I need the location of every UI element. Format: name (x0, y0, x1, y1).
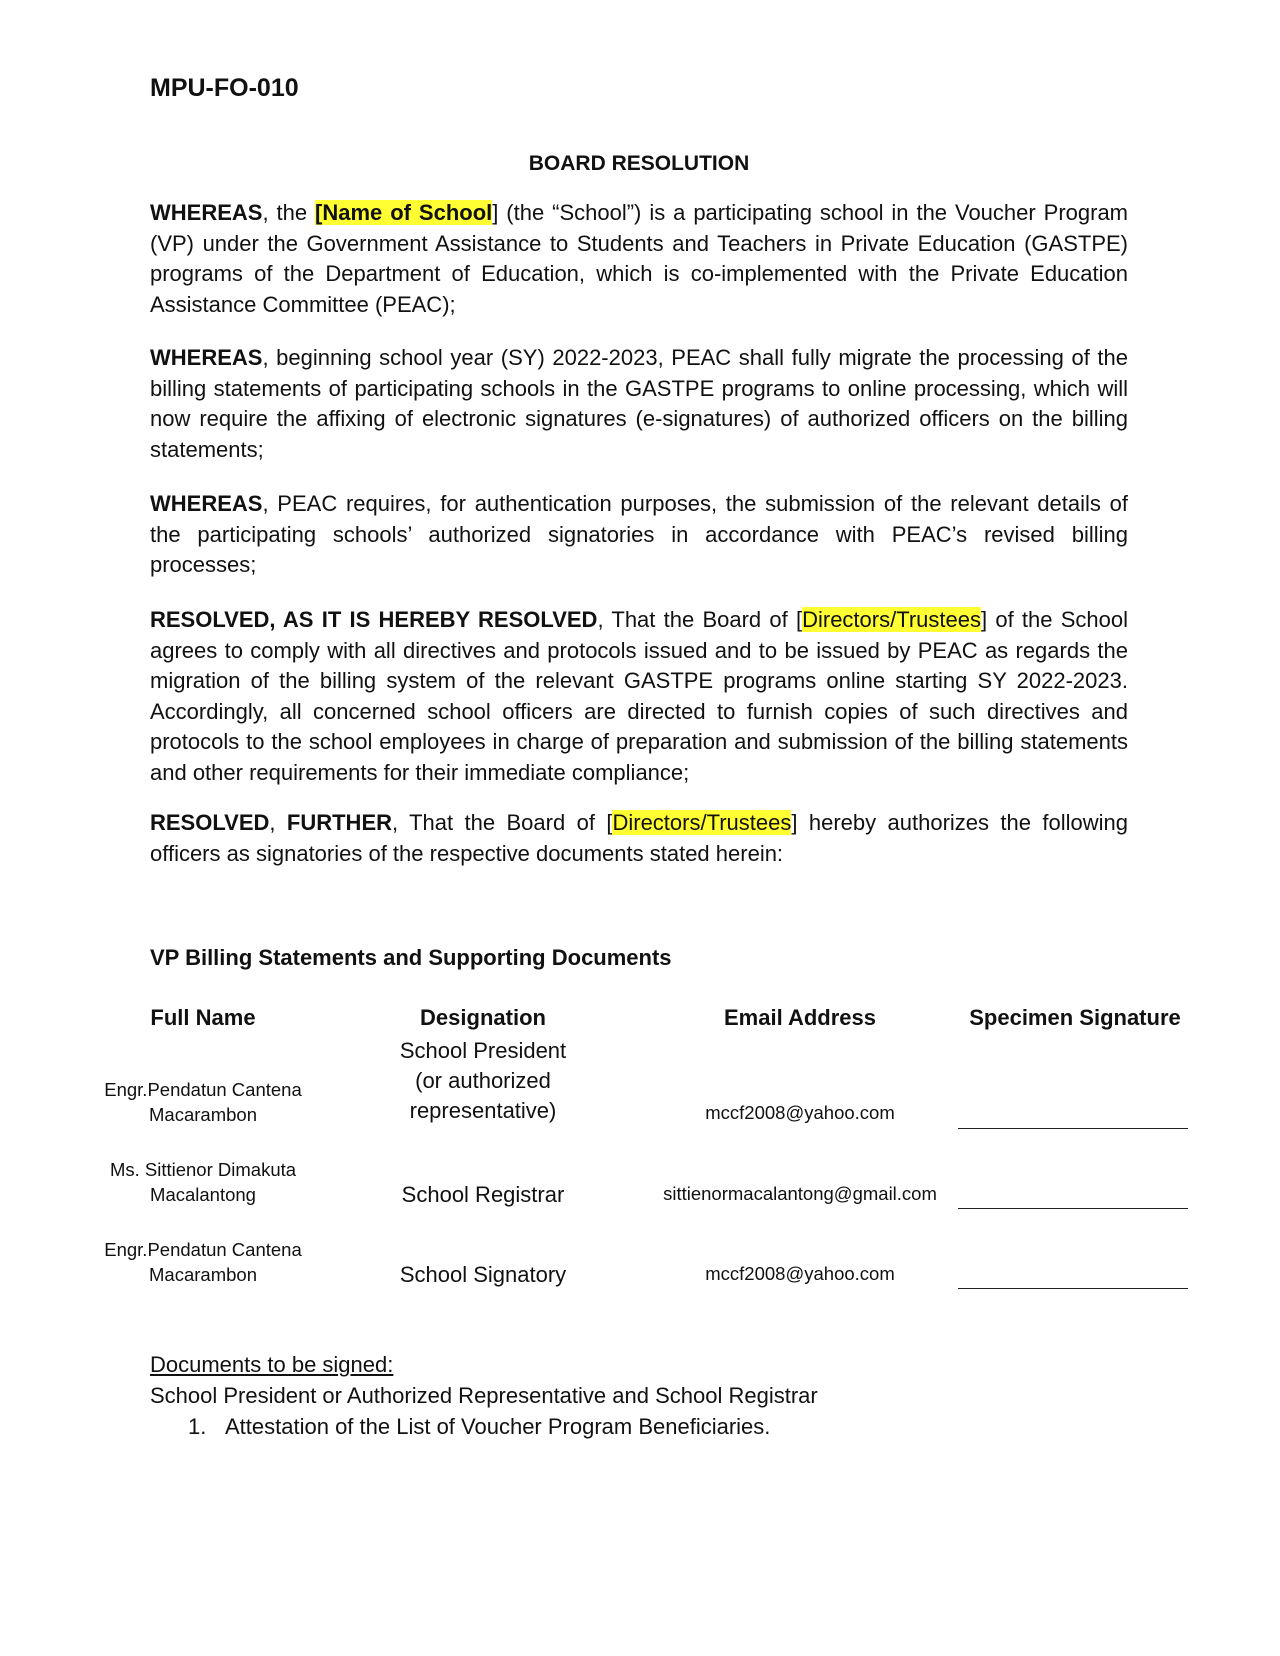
resolved-further-paragraph: RESOLVED, FURTHER, That the Board of [Directors/Trustees] hereby authorizes the following officers as signatories of the respective documents stated herein: (150, 810, 1128, 866)
whereas-paragraph-1: WHEREAS, the [Name of School] (the “School”) is a participating school in the Voucher Program (VP) under the Government Assistance to Students and Teachers in Private Education (GASTPE) programs of the Department of Education, which is co-implemented with the Private Education Assistance Committee (PEAC); (150, 200, 1129, 317)
table-row-1-email: mccf2008@yahoo.com (705, 1102, 895, 1123)
further-lead: FURTHER (286, 810, 393, 835)
whereas-lead: WHEREAS (150, 200, 263, 225)
form-code: MPU-FO-010 (150, 74, 299, 102)
table-row-3-name: Engr.Pendatun Cantena Macarambon (104, 1239, 302, 1285)
list-item-text: Attestation of the List of Voucher Program Beneficiaries. (225, 1414, 771, 1439)
whereas-lead: WHEREAS (150, 345, 263, 370)
document-title: BOARD RESOLUTION (528, 152, 750, 175)
table-row-2-email: sittienormacalantong@gmail.com (663, 1183, 937, 1204)
whereas-lead: WHEREAS (150, 491, 263, 516)
board-placeholder: Directors/Trustees (612, 810, 792, 835)
resolved-paragraph: RESOLVED, AS IT IS HEREBY RESOLVED, That the Board of [Directors/Trustees] of the School agrees to comply with all directives and protocols issued and to be issued by PEAC as regards the migration of the billing system of the relevant GASTPE programs online starting SY 2022-2023. Accordingly, all concerned school officers are directed to furnish copies of such directives and protocols to the school employees in charge of preparation and submission of the billing statements and other requirements for their immediate compliance; (150, 607, 1128, 785)
school-name-placeholder: [Name of School (315, 200, 493, 225)
table-row-3-designation: School Signatory (399, 1262, 567, 1287)
resolved-lead: RESOLVED, AS IT IS HEREBY RESOLVED (150, 607, 598, 632)
list-item-number: 1. (188, 1414, 207, 1439)
section-title: VP Billing Statements and Supporting Documents (150, 945, 672, 970)
list-item (188, 1414, 770, 1440)
table-row-1-designation: School President (or authorized representative) (399, 1038, 567, 1123)
table-row-1-name: Engr.Pendatun Cantena Macarambon (104, 1079, 302, 1125)
header-specimen-signature: Specimen Signature (969, 1005, 1181, 1030)
header-email: Email Address (723, 1005, 877, 1030)
board-placeholder: Directors/Trustees (802, 607, 981, 632)
whereas-paragraph-2: WHEREAS, beginning school year (SY) 2022-2023, PEAC shall fully migrate the processing of the billing statements of participating schools in the GASTPE programs to online processing, which will now require the affixing of electronic signatures (e-signatures) of authorized officers on the billing statements; (150, 345, 1128, 462)
header-designation: Designation (420, 1005, 546, 1030)
signature-line-3 (958, 1288, 1188, 1289)
documents-subheading: School President or Authorized Representative and School Registrar (150, 1383, 818, 1408)
documents-heading: Documents to be signed: (150, 1352, 394, 1377)
resolved-lead: RESOLVED (150, 810, 270, 835)
signature-line-1 (958, 1128, 1188, 1129)
table-row-2-designation: School Registrar (401, 1182, 565, 1207)
table-row-2-name: Ms. Sittienor Dimakuta Macalantong (109, 1159, 297, 1205)
signature-line-2 (958, 1208, 1188, 1209)
whereas-paragraph-3: WHEREAS, PEAC requires, for authentication purposes, the submission of the relevant details of the participating schools’ authorized signatories in accordance with PEAC’s revised billing processes; (150, 491, 1128, 577)
header-full-name: Full Name (150, 1005, 256, 1030)
table-row-3-email: mccf2008@yahoo.com (705, 1263, 895, 1284)
